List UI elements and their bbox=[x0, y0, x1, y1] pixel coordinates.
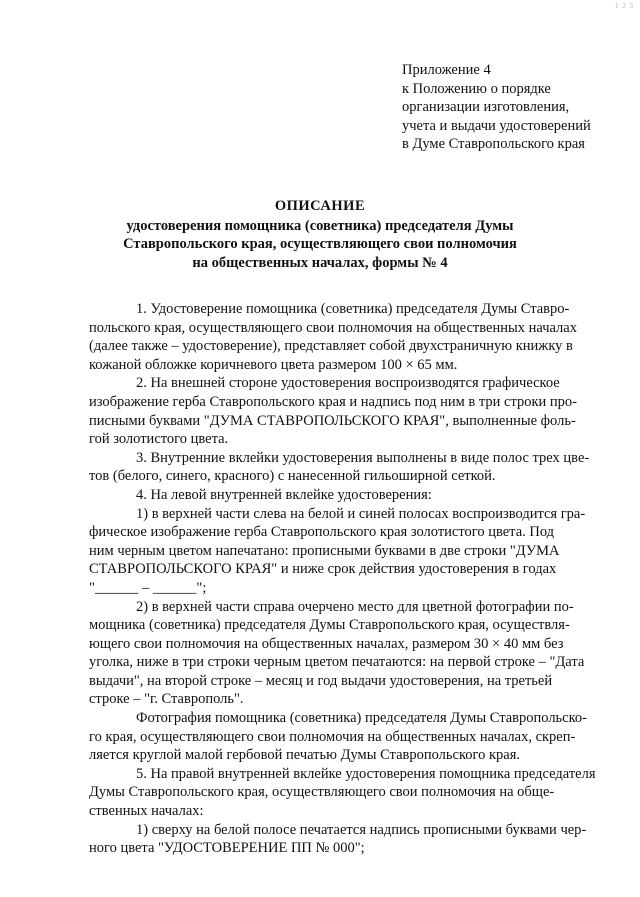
page-corner-mark: 1 2 3 bbox=[615, 2, 634, 10]
document-title: ОПИСАНИЕ bbox=[274, 198, 366, 214]
appendix-line: Приложение 4 bbox=[402, 62, 491, 78]
document-subtitle bbox=[0, 217, 640, 273]
body-text-line: строке – "г. Ставрополь". bbox=[89, 691, 244, 708]
heading-line: на общественных началах, формы № 4 bbox=[192, 254, 448, 271]
body-text-line: Думы Ставропольского края, осуществляющего свои полномочия на обще- bbox=[89, 784, 555, 801]
appendix-line: учета и выдачи удостоверений bbox=[402, 117, 591, 134]
body-text-line: ним черным цветом напечатано: прописными буквами в две строки "ДУМА bbox=[89, 542, 560, 559]
body-text-line: уголка, ниже в три строки черным цветом печатаются: на первой строке – "Дата bbox=[89, 654, 585, 671]
heading-line: Ставропольского края, осуществляющего свои полномочия bbox=[123, 236, 517, 252]
body-text-line: ляется круглой малой гербовой печатью Думы Ставропольского края. bbox=[89, 747, 520, 764]
body-text-line: "______ – ______"; bbox=[89, 579, 207, 596]
appendix-line: в Думе Ставропольского края bbox=[402, 136, 585, 152]
appendix-line: к Положению о порядке bbox=[402, 80, 551, 97]
body-text-line: тов (белого, синего, красного) с нанесенной гильоширной сеткой. bbox=[89, 468, 496, 485]
body-text-line: СТАВРОПОЛЬСКОГО КРАЯ" и ниже срок действия удостоверения в годах bbox=[89, 561, 557, 578]
body-text-line: 3. Внутренние вклейки удостоверения выполнены в виде полос трех цве- bbox=[136, 449, 590, 466]
body-text-line: фическое изображение герба Ставропольского края золотистого цвета. Под bbox=[89, 524, 555, 541]
body-text-line: 5. На правой внутренней вклейке удостоверения помощника председателя bbox=[136, 765, 596, 782]
body-text-line: 2. На внешней стороне удостоверения воспроизводятся графическое bbox=[136, 375, 560, 392]
body-text-line: писными буквами "ДУМА СТАВРОПОЛЬСКОГО КРАЯ", выполненные фоль- bbox=[89, 412, 576, 429]
body-text-line: 1) сверху на белой полосе печатается надпись прописными буквами чер- bbox=[136, 821, 587, 838]
appendix-line: организации изготовления, bbox=[402, 99, 570, 115]
document-heading bbox=[0, 197, 640, 272]
body-text-line: го края, осуществляющего свои полномочия на общественных началах, скреп- bbox=[89, 728, 576, 745]
body-text-line: ственных началах: bbox=[89, 803, 204, 820]
body-text-line: ющего свои полномочия на общественных началах, размером 30 × 40 мм без bbox=[89, 635, 564, 652]
body-text-line: (далее также – удостоверение), представляет собой двухстраничную книжку в bbox=[89, 338, 573, 355]
body-text-line: 4. На левой внутренней вклейке удостоверения: bbox=[136, 486, 432, 503]
body-text-line: 2) в верхней части справа очерчено место для цветной фотографии по- bbox=[136, 598, 574, 615]
body-text-line: 1) в верхней части слева на белой и синей полосах воспроизводится гра- bbox=[136, 505, 586, 522]
body-text-line: изображение герба Ставропольского края и надпись под ним в три строки про- bbox=[89, 393, 578, 410]
body-text-line: гой золотистого цвета. bbox=[89, 431, 229, 448]
body-text-line: Фотография помощника (советника) председателя Думы Ставропольско- bbox=[136, 710, 587, 727]
body-text-line: польского края, осуществляющего свои полномочия на общественных началах bbox=[89, 319, 577, 336]
body-text-line: выдачи", на второй строке – месяц и год выдачи удостоверения, на третьей bbox=[89, 672, 553, 689]
heading-line: удостоверения помощника (советника) председателя Думы bbox=[126, 217, 514, 234]
body-text-line: кожаной обложке коричневого цвета размером 100 × 65 мм. bbox=[89, 356, 458, 373]
body-text-line: ного цвета "УДОСТОВЕРЕНИЕ ПП № 000"; bbox=[89, 840, 365, 857]
document-body bbox=[89, 300, 611, 858]
appendix-reference-block bbox=[402, 61, 632, 154]
body-text-line: 1. Удостоверение помощника (советника) председателя Думы Ставро- bbox=[136, 301, 570, 317]
body-text-line: мощника (советника) председателя Думы Ставропольского края, осуществля- bbox=[89, 617, 570, 634]
